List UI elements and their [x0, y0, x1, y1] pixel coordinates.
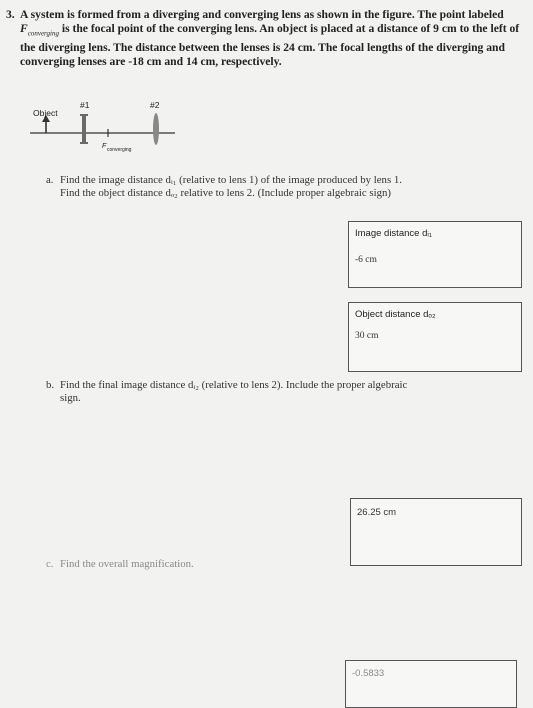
lens-diagram — [30, 96, 190, 160]
problem-text-2: is the focal point of the converging lens. An object is placed at a distance of 9 cm to the left of the diverging lens. The distance between the lenses is 24 cm. The focal lengths of the diverging and converging lenses are -18 cm and 14 cm, respectively. — [20, 22, 520, 68]
image-distance-label: Image distance dᵢ₁ — [355, 228, 433, 239]
part-c-text: Find the overall magnification. — [60, 558, 194, 570]
part-b-line2: sign. — [60, 392, 81, 404]
object-label: Object — [33, 108, 58, 118]
part-c-letter: c. — [46, 558, 54, 570]
final-image-distance-value: 26.25 cm — [357, 507, 397, 518]
focal-symbol: F — [20, 22, 28, 36]
focal-label: F — [102, 143, 107, 150]
magnification-box[interactable] — [345, 660, 517, 708]
part-a-letter: a. — [46, 174, 54, 186]
lens1-label: #1 — [80, 100, 90, 110]
image-distance-value: -6 cm — [355, 255, 377, 265]
focal-subscript: converging — [27, 29, 59, 38]
object-distance-box[interactable] — [348, 302, 522, 372]
converging-lens — [153, 113, 159, 145]
part-a-line1: Find the image distance dᵢ₁ (relative to lens 1) of the image produced by lens 1. — [60, 174, 402, 186]
lens2-label: #2 — [150, 100, 160, 110]
magnification-value: -0.5833 — [352, 668, 385, 679]
problem-statement — [6, 8, 521, 69]
focal-label-sub: converging — [107, 147, 132, 153]
object-distance-value: 30 cm — [355, 331, 379, 341]
problem-text — [20, 8, 521, 69]
part-b — [46, 379, 526, 405]
part-c — [46, 558, 346, 571]
part-a — [46, 174, 516, 200]
diverging-lens — [82, 114, 86, 144]
part-a-line2: Find the object distance dₒ₂ relative to lens 2. (Include proper algebraic sign) — [60, 187, 391, 199]
image-distance-box[interactable] — [348, 221, 522, 288]
problem-text-1: A system is formed from a diverging and converging lens as shown in the figure. The point labeled — [20, 8, 504, 21]
problem-number: 3. — [6, 8, 15, 21]
part-b-letter: b. — [46, 379, 55, 391]
part-b-line1: Find the final image distance dᵢ₂ (relative to lens 2). Include the proper algebraic — [60, 379, 408, 391]
final-image-distance-box[interactable] — [350, 498, 522, 566]
lens-figure — [30, 96, 190, 160]
object-distance-label: Object distance dₒ₂ — [355, 309, 436, 320]
